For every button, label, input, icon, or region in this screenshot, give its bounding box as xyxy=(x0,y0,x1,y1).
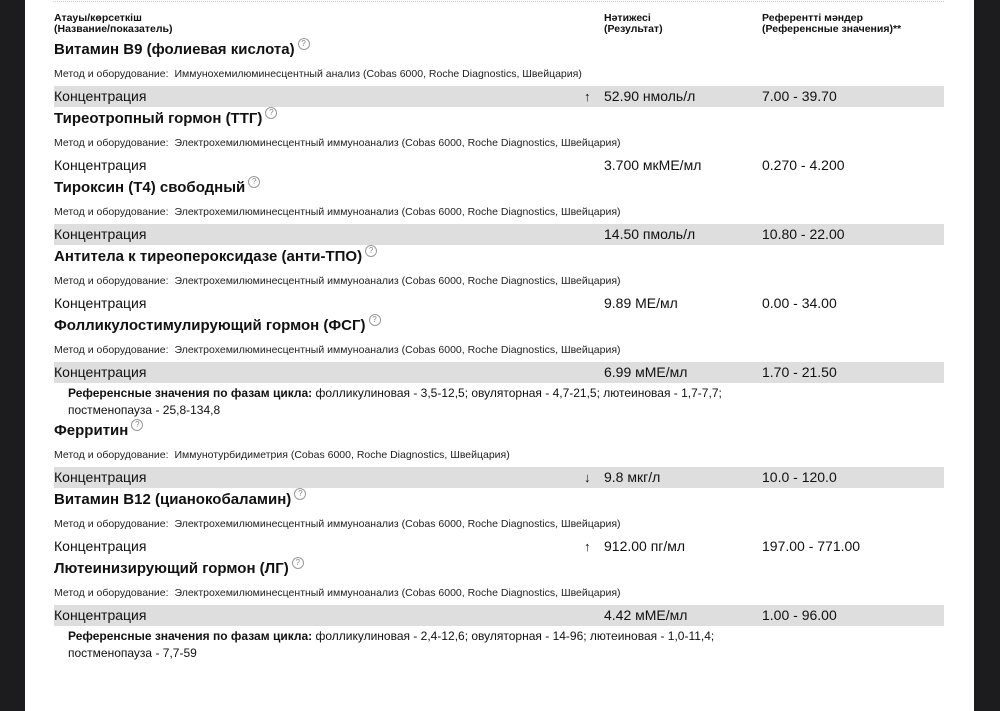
result-value: 9.8 мкг/л xyxy=(604,469,661,485)
note-label: Референсные значения по фазам цикла: xyxy=(68,386,313,400)
test-name: Фолликулостимулирующий гормон (ФСГ) xyxy=(54,317,366,334)
help-question-icon[interactable]: ? xyxy=(369,314,381,326)
method-value: Электрохемилюминесцентный иммуноанализ (Cobas 6000, Roche Diagnostics, Швейцария) xyxy=(174,344,621,356)
parameter-name: Концентрация xyxy=(54,469,147,485)
result-row xyxy=(54,224,944,245)
result-row xyxy=(54,605,944,626)
help-question-icon[interactable]: ? xyxy=(265,107,277,119)
test-name: Ферритин xyxy=(54,422,129,439)
help-question-icon[interactable]: ? xyxy=(131,419,143,431)
reference-range: 1.70 - 21.50 xyxy=(762,364,837,380)
method-line xyxy=(54,443,944,467)
method-label: Метод и оборудование: xyxy=(54,275,169,287)
test-block xyxy=(54,314,944,419)
parameter-name: Концентрация xyxy=(54,157,147,173)
result-value: 9.89 МЕ/мл xyxy=(604,295,678,311)
test-block xyxy=(54,107,944,176)
test-block xyxy=(54,38,944,107)
result-row xyxy=(54,536,944,557)
test-block xyxy=(54,419,944,488)
result-value: 912.00 пг/мл xyxy=(604,538,686,554)
help-question-icon[interactable]: ? xyxy=(292,557,304,569)
parameter-name: Концентрация xyxy=(54,226,147,242)
arrow-up-icon: ↑ xyxy=(584,539,591,554)
parameter-name: Концентрация xyxy=(54,364,147,380)
method-value: Электрохемилюминесцентный иммуноанализ (Cobas 6000, Roche Diagnostics, Швейцария) xyxy=(174,206,621,218)
method-value: Электрохемилюминесцентный иммуноанализ (Cobas 6000, Roche Diagnostics, Швейцария) xyxy=(174,518,621,530)
header-result-ru: (Результат) xyxy=(604,23,663,35)
method-label: Метод и оборудование: xyxy=(54,137,169,149)
method-label: Метод и оборудование: xyxy=(54,449,169,461)
header-name-ru: (Название/показатель) xyxy=(54,23,173,35)
test-name: Антитела к тиреопероксидазе (анти-ТПО) xyxy=(54,248,363,265)
parameter-name: Концентрация xyxy=(54,88,147,104)
test-name: Тиреотропный гормон (ТТГ) xyxy=(54,110,263,127)
header-result-kz: Нәтижесі xyxy=(604,12,651,24)
test-block xyxy=(54,488,944,557)
method-label: Метод и оборудование: xyxy=(54,518,169,530)
result-value: 14.50 пмоль/л xyxy=(604,226,696,242)
test-title xyxy=(54,488,944,512)
method-line xyxy=(54,338,944,362)
header-name-column xyxy=(54,13,172,35)
header-ref-ru: (Референсные значения)** xyxy=(762,23,902,35)
result-value: 6.99 мМЕ/мл xyxy=(604,364,688,380)
parameter-name: Концентрация xyxy=(54,538,147,554)
cycle-phase-note xyxy=(54,626,798,662)
result-row xyxy=(54,362,944,383)
note-label: Референсные значения по фазам цикла: xyxy=(68,629,313,643)
reference-range: 197.00 - 771.00 xyxy=(762,538,861,554)
test-name: Витамин В12 (цианокобаламин) xyxy=(54,491,292,508)
method-label: Метод и оборудование: xyxy=(54,587,169,599)
note-text: фолликулиновая - 3,5-12,5; овуляторная - 4,7-21,5; лютеиновая - 1,7-7,7; постменопауза - 25,8-134,8 xyxy=(68,386,722,417)
result-value: 52.90 нмоль/л xyxy=(604,88,696,104)
method-line xyxy=(54,200,944,224)
test-name: Лютеинизирующий гормон (ЛГ) xyxy=(54,560,289,577)
test-title xyxy=(54,314,944,338)
method-label: Метод и оборудование: xyxy=(54,68,169,80)
test-title xyxy=(54,107,944,131)
help-question-icon[interactable]: ? xyxy=(294,488,306,500)
method-value: Иммунохемилюминесцентный анализ (Cobas 6000, Roche Diagnostics, Швейцария) xyxy=(174,68,582,80)
test-title xyxy=(54,557,944,581)
header-ref-column xyxy=(762,13,901,35)
result-row xyxy=(54,293,944,314)
method-line xyxy=(54,131,944,155)
method-value: Иммунотурбидиметрия (Cobas 6000, Roche Diagnostics, Швейцария) xyxy=(174,449,510,461)
method-line xyxy=(54,269,944,293)
reference-range: 7.00 - 39.70 xyxy=(762,88,837,104)
method-label: Метод и оборудование: xyxy=(54,344,169,356)
top-dotted-rule xyxy=(53,1,944,2)
test-title xyxy=(54,245,944,269)
arrow-down-icon: ↓ xyxy=(584,470,591,485)
test-block xyxy=(54,557,944,662)
test-title xyxy=(54,419,944,443)
reference-range: 10.0 - 120.0 xyxy=(762,469,837,485)
test-title xyxy=(54,38,944,62)
test-list xyxy=(54,38,944,662)
help-question-icon[interactable]: ? xyxy=(298,38,310,50)
test-block xyxy=(54,176,944,245)
result-row xyxy=(54,86,944,107)
result-row xyxy=(54,467,944,488)
reference-range: 0.00 - 34.00 xyxy=(762,295,837,311)
method-line xyxy=(54,512,944,536)
parameter-name: Концентрация xyxy=(54,607,147,623)
result-value: 4.42 мМЕ/мл xyxy=(604,607,688,623)
arrow-up-icon: ↑ xyxy=(584,89,591,104)
reference-range: 1.00 - 96.00 xyxy=(762,607,837,623)
help-question-icon[interactable]: ? xyxy=(248,176,260,188)
reference-range: 0.270 - 4.200 xyxy=(762,157,845,173)
cycle-phase-note xyxy=(54,383,798,419)
method-line xyxy=(54,581,944,605)
test-name: Тироксин (Т4) свободный xyxy=(54,179,246,196)
method-label: Метод и оборудование: xyxy=(54,206,169,218)
method-value: Электрохемилюминесцентный иммуноанализ (Cobas 6000, Roche Diagnostics, Швейцария) xyxy=(174,275,621,287)
lab-report-page xyxy=(25,0,974,711)
method-value: Электрохемилюминесцентный иммуноанализ (Cobas 6000, Roche Diagnostics, Швейцария) xyxy=(174,587,621,599)
header-ref-kz: Референтті мәндер xyxy=(762,12,864,24)
method-value: Электрохемилюминесцентный иммуноанализ (Cobas 6000, Roche Diagnostics, Швейцария) xyxy=(174,137,621,149)
header-result-column xyxy=(604,13,663,35)
note-text: фолликулиновая - 2,4-12,6; овуляторная - 14-96; лютеиновая - 1,0-11,4; постменопауза - 7,7-59 xyxy=(68,629,715,660)
test-block xyxy=(54,245,944,314)
method-line xyxy=(54,62,944,86)
header-name-kz: Атауы/көрсеткіш xyxy=(54,12,142,24)
parameter-name: Концентрация xyxy=(54,295,147,311)
test-title xyxy=(54,176,944,200)
reference-range: 10.80 - 22.00 xyxy=(762,226,845,242)
result-row xyxy=(54,155,944,176)
result-value: 3.700 мкМЕ/мл xyxy=(604,157,702,173)
help-question-icon[interactable]: ? xyxy=(365,245,377,257)
test-name: Витамин В9 (фолиевая кислота) xyxy=(54,41,295,58)
